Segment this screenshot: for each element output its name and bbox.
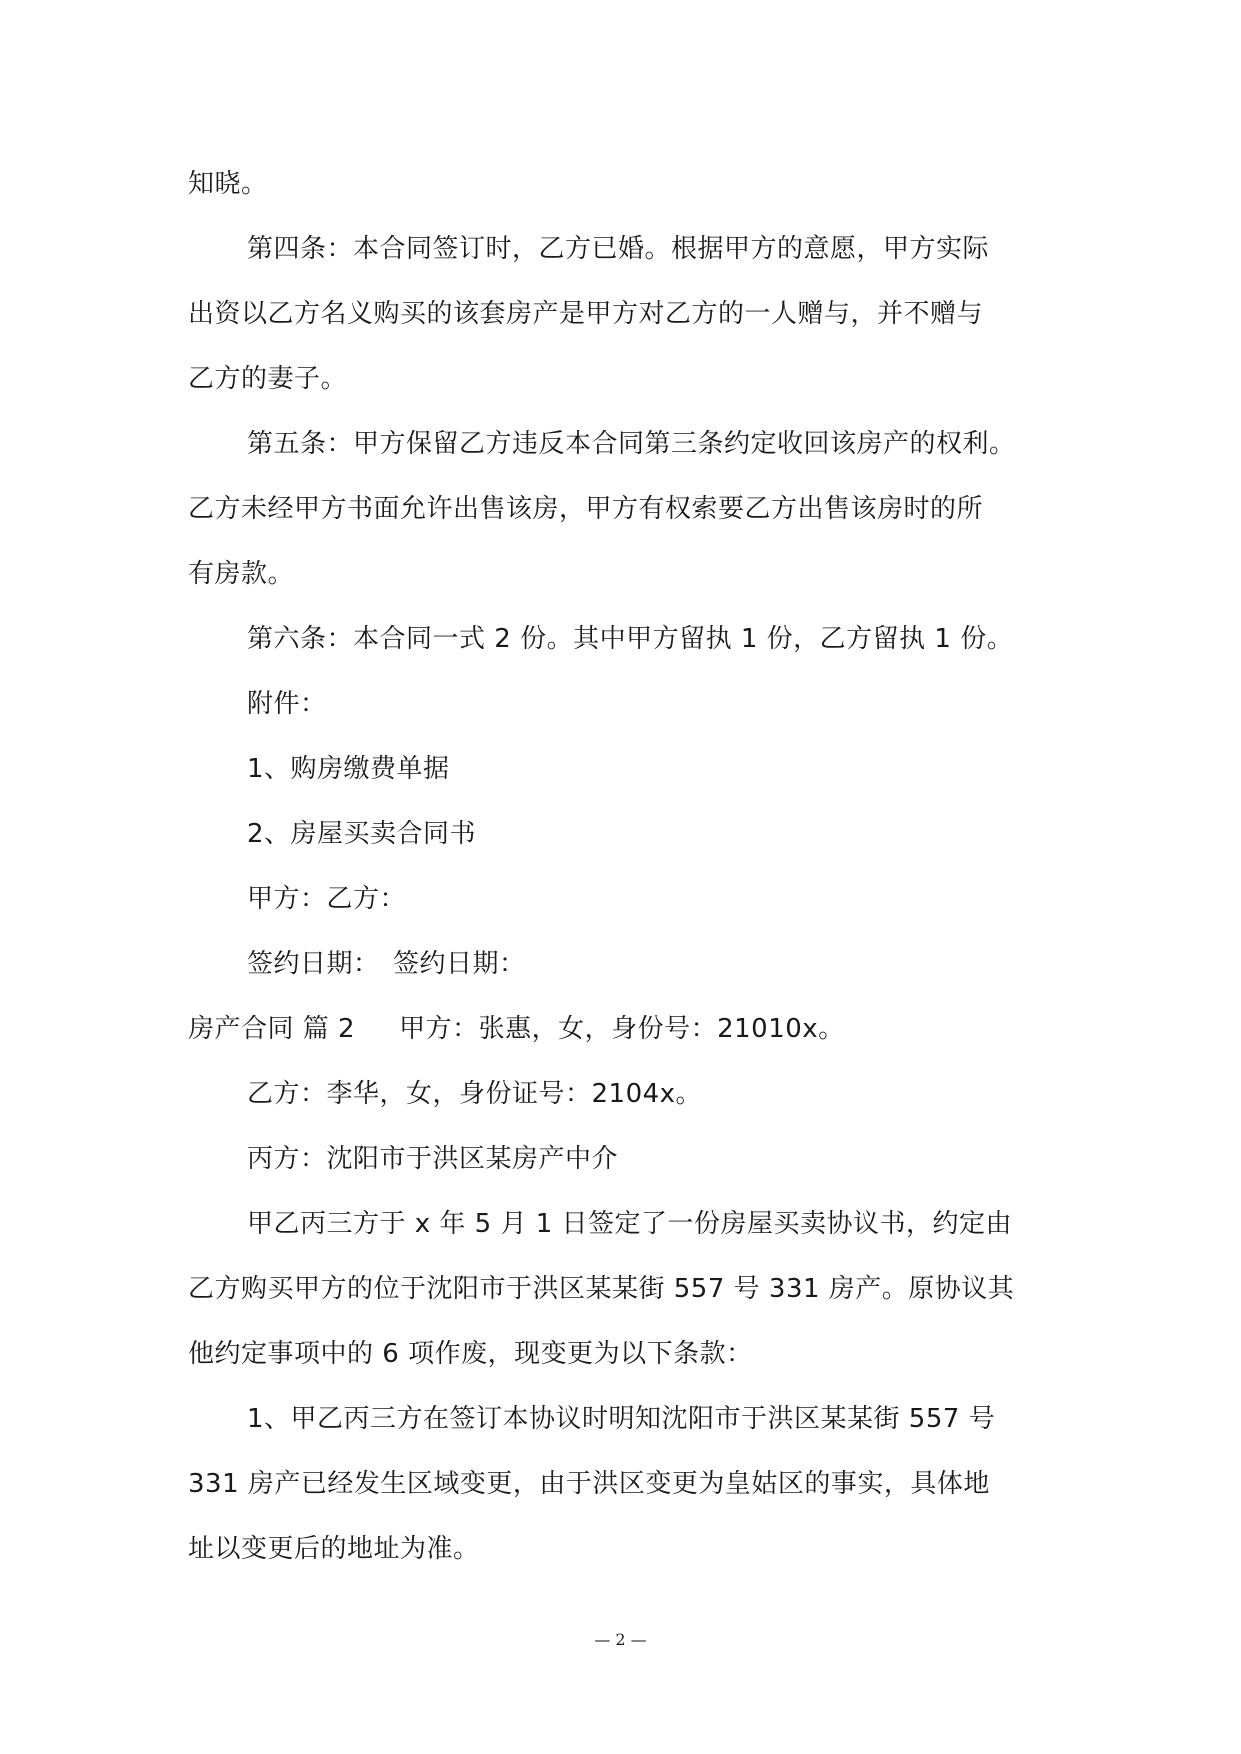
clause-5-line: 第五条：甲方保留乙方违反本合同第三条约定收回该房产的权利。 bbox=[247, 429, 1016, 459]
text-line: 出资以乙方名义购买的该套房产是甲方对乙方的一人赠与，并不赠与 bbox=[188, 299, 984, 329]
signature-parties-line: 甲方：乙方： bbox=[247, 884, 407, 914]
signature-date-line: 签约日期： 签约日期： bbox=[247, 949, 526, 979]
contract-heading-line bbox=[188, 1009, 845, 1049]
text-line: 乙方的妻子。 bbox=[188, 364, 348, 394]
text-line: 他约定事项中的 6 项作废，现变更为以下条款： bbox=[188, 1339, 753, 1369]
clause-4-line: 第四条：本合同签订时，乙方已婚。根据甲方的意愿，甲方实际 bbox=[247, 234, 990, 264]
clause-6-line: 第六条：本合同一式 2 份。其中甲方留执 1 份，乙方留执 1 份。 bbox=[247, 624, 1014, 654]
attachment-item: 2、房屋买卖合同书 bbox=[247, 819, 477, 849]
term-1-line: 1、甲乙丙三方在签订本协议时明知沈阳市于洪区某某街 557 号 bbox=[247, 1404, 996, 1434]
text-line: 址以变更后的地址为准。 bbox=[188, 1534, 480, 1564]
page-number: — 2 — bbox=[594, 1630, 647, 1649]
party-c-info: 丙方：沈阳市于洪区某房产中介 bbox=[247, 1144, 619, 1174]
text-line: 甲乙丙三方于 x 年 5 月 1 日签定了一份房屋买卖协议书，约定由 bbox=[247, 1209, 1013, 1239]
party-b-info: 乙方：李华，女，身份证号：2104x。 bbox=[247, 1079, 703, 1109]
text-line: 乙方购买甲方的位于沈阳市于洪区某某街 557 号 331 房产。原协议其 bbox=[188, 1274, 1015, 1304]
attachment-item: 1、购房缴费单据 bbox=[247, 754, 450, 784]
contract-title: 房产合同 篇 2 bbox=[188, 1014, 356, 1044]
text-line: 乙方未经甲方书面允许出售该房，甲方有权索要乙方出售该房时的所 bbox=[188, 494, 984, 524]
attachments-heading: 附件： bbox=[247, 689, 327, 719]
party-a-info: 甲方：张惠，女，身份号：21010x。 bbox=[399, 1014, 845, 1044]
text-line: 知晓。 bbox=[188, 169, 268, 199]
text-line: 有房款。 bbox=[188, 559, 295, 589]
text-line: 331 房产已经发生区域变更，由于洪区变更为皇姑区的事实，具体地 bbox=[188, 1469, 990, 1499]
